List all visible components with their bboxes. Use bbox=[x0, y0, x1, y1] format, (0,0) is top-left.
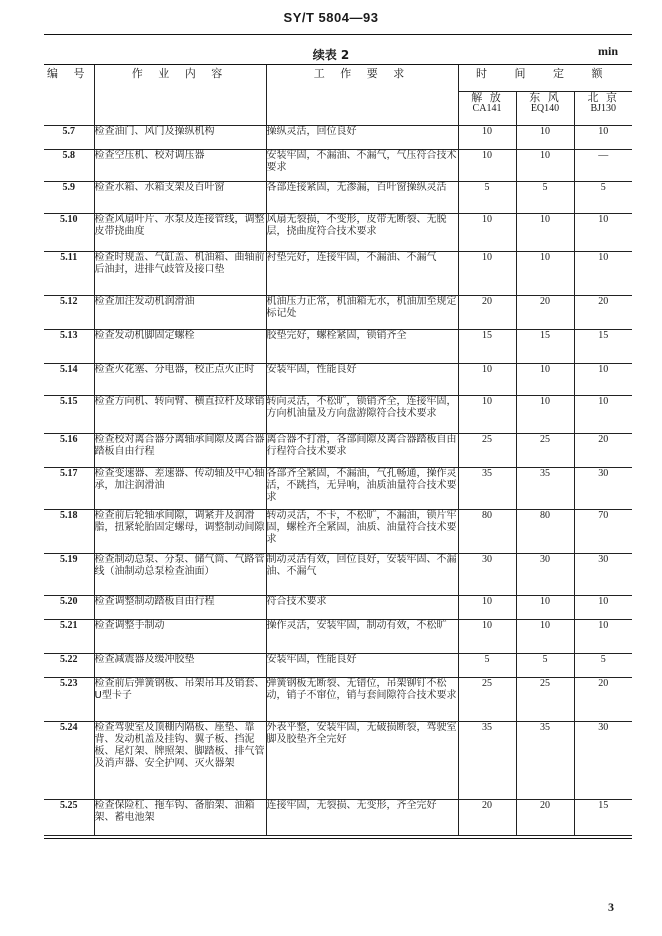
table-row bbox=[44, 800, 632, 836]
time-bj130: 30 bbox=[574, 468, 632, 510]
time-bj130: 10 bbox=[574, 596, 632, 620]
time-ca141: 30 bbox=[458, 554, 516, 596]
table-row bbox=[44, 654, 632, 678]
row-number: 5.16 bbox=[44, 434, 94, 468]
table-row bbox=[44, 182, 632, 214]
time-bj130: 20 bbox=[574, 678, 632, 722]
row-number: 5.9 bbox=[44, 182, 94, 214]
time-eq140: 10 bbox=[516, 150, 574, 182]
table-row bbox=[44, 596, 632, 620]
table-row bbox=[44, 434, 632, 468]
table-body bbox=[44, 126, 632, 836]
row-requirement: 操纵灵活，回位良好 bbox=[266, 126, 458, 150]
row-number: 5.22 bbox=[44, 654, 94, 678]
row-content: 检查加注发动机润滑油 bbox=[94, 296, 266, 330]
row-content: 检查时规盖、气缸盖、机油箱、曲轴前后油封，进排气歧管及接口垫 bbox=[94, 252, 266, 296]
row-content: 检查油门、风门及操纵机构 bbox=[94, 126, 266, 150]
maintenance-table bbox=[44, 64, 632, 836]
row-number: 5.23 bbox=[44, 678, 94, 722]
time-bj130: 20 bbox=[574, 434, 632, 468]
row-content: 检查变速器、差速器、传动轴及中心轴承，加注润滑油 bbox=[94, 468, 266, 510]
time-bj130: 10 bbox=[574, 214, 632, 252]
header-vehicle-eq140 bbox=[516, 92, 574, 126]
table-title: 续表 2 bbox=[312, 48, 350, 62]
row-number: 5.7 bbox=[44, 126, 94, 150]
table-row bbox=[44, 296, 632, 330]
row-content: 检查前后轮轴承间隙，调紧并及润滑脂，扭紧轮胎固定螺母，调整制动间隙 bbox=[94, 510, 266, 554]
time-bj130: — bbox=[574, 150, 632, 182]
row-content: 检查火花塞、分电器，校正点火正时 bbox=[94, 364, 266, 396]
table-row bbox=[44, 678, 632, 722]
row-number: 5.18 bbox=[44, 510, 94, 554]
time-ca141: 20 bbox=[458, 800, 516, 836]
row-requirement: 机油压力正常，机油箱无水，机油加至规定标记处 bbox=[266, 296, 458, 330]
row-content: 检查前后弹簧钢板、吊架吊耳及销套、U型卡子 bbox=[94, 678, 266, 722]
time-eq140: 10 bbox=[516, 126, 574, 150]
time-eq140: 10 bbox=[516, 214, 574, 252]
row-requirement: 衬垫完好，连接牢固，不漏油、不漏气 bbox=[266, 252, 458, 296]
row-content: 检查保险杠、拖车钩、备胎架、油箱架、蓄电池架 bbox=[94, 800, 266, 836]
time-eq140: 10 bbox=[516, 252, 574, 296]
row-requirement: 制动灵活有效，回位良好，安装牢固、不漏油、不漏气 bbox=[266, 554, 458, 596]
time-eq140: 35 bbox=[516, 468, 574, 510]
row-requirement: 转动灵活，不卡，不松旷，不漏油，锁片牢固，螺栓齐全紧固，油质、油量符合技术要求 bbox=[266, 510, 458, 554]
vehicle-model: CA141 bbox=[472, 103, 502, 114]
time-eq140: 10 bbox=[516, 396, 574, 434]
vehicle-name: 北 京 bbox=[587, 91, 619, 104]
page-number: 3 bbox=[608, 900, 614, 914]
row-number: 5.10 bbox=[44, 214, 94, 252]
time-eq140: 5 bbox=[516, 182, 574, 214]
time-ca141: 10 bbox=[458, 396, 516, 434]
table-row bbox=[44, 620, 632, 654]
table-row bbox=[44, 396, 632, 434]
row-content: 检查校对离合器分离轴承间隙及离合器踏板自由行程 bbox=[94, 434, 266, 468]
time-bj130: 20 bbox=[574, 296, 632, 330]
time-ca141: 10 bbox=[458, 596, 516, 620]
time-ca141: 10 bbox=[458, 214, 516, 252]
time-ca141: 5 bbox=[458, 654, 516, 678]
time-bj130: 15 bbox=[574, 330, 632, 364]
row-content: 检查风扇叶片、水泵及连接管线，调整皮带挠曲度 bbox=[94, 214, 266, 252]
row-requirement: 弹簧钢板无断裂、无错位，吊架铆钉不松动，销子不窜位，销与套间隙符合技术要求 bbox=[266, 678, 458, 722]
row-requirement: 风扇无裂损，不变形，皮带无断裂、无脱层，挠曲度符合技术要求 bbox=[266, 214, 458, 252]
time-eq140: 5 bbox=[516, 654, 574, 678]
row-content: 检查空压机、校对调压器 bbox=[94, 150, 266, 182]
row-number: 5.8 bbox=[44, 150, 94, 182]
time-eq140: 80 bbox=[516, 510, 574, 554]
row-number: 5.11 bbox=[44, 252, 94, 296]
table-row bbox=[44, 364, 632, 396]
time-bj130: 10 bbox=[574, 620, 632, 654]
time-eq140: 10 bbox=[516, 620, 574, 654]
row-number: 5.13 bbox=[44, 330, 94, 364]
row-requirement: 安装牢固，不漏油、不漏气，气压符合技术要求 bbox=[266, 150, 458, 182]
time-ca141: 10 bbox=[458, 150, 516, 182]
table-row bbox=[44, 214, 632, 252]
table-row bbox=[44, 126, 632, 150]
time-ca141: 5 bbox=[458, 182, 516, 214]
header-rule bbox=[44, 34, 632, 35]
row-content: 检查调整制动踏板自由行程 bbox=[94, 596, 266, 620]
time-bj130: 70 bbox=[574, 510, 632, 554]
time-bj130: 30 bbox=[574, 722, 632, 800]
header-requirements: 工 作 要 求 bbox=[266, 65, 458, 126]
row-requirement: 各部连接紧固，无渗漏，百叶窗操纵灵活 bbox=[266, 182, 458, 214]
time-ca141: 25 bbox=[458, 434, 516, 468]
table-row bbox=[44, 150, 632, 182]
row-content: 检查减震器及缓冲胶垫 bbox=[94, 654, 266, 678]
table-row bbox=[44, 722, 632, 800]
header-vehicle-ca141 bbox=[458, 92, 516, 126]
row-number: 5.25 bbox=[44, 800, 94, 836]
row-requirement: 安装牢固，性能良好 bbox=[266, 654, 458, 678]
time-eq140: 10 bbox=[516, 364, 574, 396]
vehicle-model: EQ140 bbox=[530, 103, 560, 114]
time-eq140: 15 bbox=[516, 330, 574, 364]
time-ca141: 10 bbox=[458, 252, 516, 296]
time-bj130: 10 bbox=[574, 126, 632, 150]
header-number: 编 号 bbox=[44, 65, 94, 126]
row-content: 检查驾驶室及顶棚内隔板、座垫、靠背、发动机盖及挂钩、翼子板、挡泥板、尾灯架、牌照架、脚踏板、排气管及消声器、安全护网、灭火器架 bbox=[94, 722, 266, 800]
time-bj130: 15 bbox=[574, 800, 632, 836]
table-row bbox=[44, 252, 632, 296]
row-requirement: 符合技术要求 bbox=[266, 596, 458, 620]
time-eq140: 10 bbox=[516, 596, 574, 620]
time-bj130: 5 bbox=[574, 654, 632, 678]
row-number: 5.20 bbox=[44, 596, 94, 620]
table-row bbox=[44, 510, 632, 554]
time-bj130: 10 bbox=[574, 396, 632, 434]
time-ca141: 10 bbox=[458, 364, 516, 396]
row-requirement: 各部齐全紧固，不漏油，气孔畅通，操作灵活，不跳挡，无异响，油质油量符合技术要求 bbox=[266, 468, 458, 510]
vehicle-model: BJ130 bbox=[590, 103, 617, 114]
time-eq140: 25 bbox=[516, 678, 574, 722]
document-code: SY/T 5804—93 bbox=[283, 10, 379, 25]
time-ca141: 80 bbox=[458, 510, 516, 554]
row-content: 检查水箱、水箱支架及百叶窗 bbox=[94, 182, 266, 214]
row-requirement: 连接牢固，无裂损、无变形，齐全完好 bbox=[266, 800, 458, 836]
vehicle-name: 解 放 bbox=[471, 91, 503, 104]
row-number: 5.15 bbox=[44, 396, 94, 434]
time-eq140: 25 bbox=[516, 434, 574, 468]
time-ca141: 25 bbox=[458, 678, 516, 722]
time-eq140: 30 bbox=[516, 554, 574, 596]
table-row bbox=[44, 554, 632, 596]
time-ca141: 35 bbox=[458, 468, 516, 510]
time-eq140: 35 bbox=[516, 722, 574, 800]
time-bj130: 10 bbox=[574, 252, 632, 296]
row-number: 5.24 bbox=[44, 722, 94, 800]
footer-rule bbox=[44, 838, 632, 839]
header-time-quota: 时 间 定 额 bbox=[458, 65, 632, 92]
time-ca141: 35 bbox=[458, 722, 516, 800]
time-ca141: 20 bbox=[458, 296, 516, 330]
row-requirement: 离合器不打滑，各部间隙及离合器踏板自由行程符合技术要求 bbox=[266, 434, 458, 468]
row-requirement: 安装牢固，性能良好 bbox=[266, 364, 458, 396]
row-requirement: 胶垫完好，螺栓紧固，锁销齐全 bbox=[266, 330, 458, 364]
time-eq140: 20 bbox=[516, 296, 574, 330]
table-row bbox=[44, 468, 632, 510]
row-requirement: 转向灵活，不松旷，锁销齐全，连接牢固，方向机油量及方向盘游隙符合技术要求 bbox=[266, 396, 458, 434]
row-requirement: 操作灵活，安装牢固，制动有效，不松旷 bbox=[266, 620, 458, 654]
row-content: 检查调整手制动 bbox=[94, 620, 266, 654]
row-number: 5.14 bbox=[44, 364, 94, 396]
table-row bbox=[44, 330, 632, 364]
vehicle-name: 东 风 bbox=[529, 91, 561, 104]
time-ca141: 10 bbox=[458, 620, 516, 654]
row-number: 5.12 bbox=[44, 296, 94, 330]
row-number: 5.21 bbox=[44, 620, 94, 654]
row-number: 5.19 bbox=[44, 554, 94, 596]
time-bj130: 30 bbox=[574, 554, 632, 596]
header-content: 作 业 内 容 bbox=[94, 65, 266, 126]
time-eq140: 20 bbox=[516, 800, 574, 836]
unit-label: min bbox=[597, 44, 618, 58]
row-content: 检查发动机脚固定螺栓 bbox=[94, 330, 266, 364]
time-ca141: 15 bbox=[458, 330, 516, 364]
header-vehicle-bj130 bbox=[574, 92, 632, 126]
row-content: 检查制动总泵、分泵、储气筒、气路管线（油制动总泵检查油面） bbox=[94, 554, 266, 596]
time-bj130: 10 bbox=[574, 364, 632, 396]
row-number: 5.17 bbox=[44, 468, 94, 510]
row-content: 检查方向机、转向臂、横直拉杆及球销 bbox=[94, 396, 266, 434]
row-requirement: 外表平整，安装牢固，无破损断裂，驾驶室脚及胶垫齐全完好 bbox=[266, 722, 458, 800]
time-bj130: 5 bbox=[574, 182, 632, 214]
time-ca141: 10 bbox=[458, 126, 516, 150]
